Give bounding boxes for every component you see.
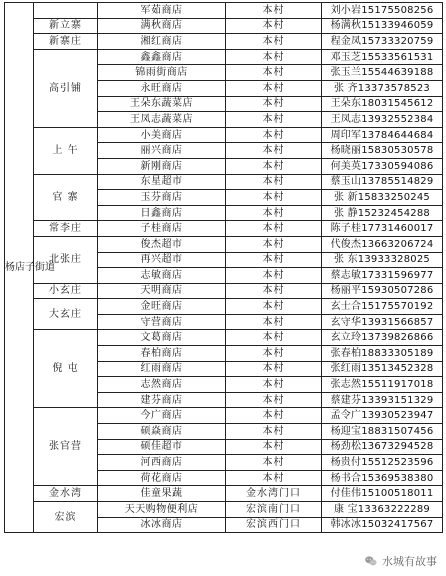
village-name: 新立寨: [34, 18, 98, 34]
contact-info: 蔡志敏17331596977: [322, 268, 443, 284]
contact-info: 康 宝13363222289: [322, 502, 443, 518]
table-row: [5, 221, 443, 237]
shop-address: 本村: [226, 158, 322, 174]
village-name: 常李庄: [34, 221, 98, 237]
contact-info: 张 齐13373578523: [322, 80, 443, 96]
shop-address: 本村: [226, 65, 322, 81]
village-name: 金水湾: [34, 486, 98, 502]
contact-info: 何美英17330594086: [322, 158, 443, 174]
shop-name: 志然商店: [98, 377, 226, 393]
shop-name: 志敏商店: [98, 268, 226, 284]
shop-address: 本村: [226, 236, 322, 252]
shop-name: 锦雨街商店: [98, 65, 226, 81]
shop-name: 建芬商店: [98, 392, 226, 408]
shop-name: 小美商店: [98, 127, 226, 143]
table-row: [5, 18, 443, 34]
shop-address: 本村: [226, 424, 322, 440]
shop-name: 鑫鑫商店: [98, 49, 226, 65]
shop-name: 丽兴商店: [98, 143, 226, 159]
shop-address: 本村: [226, 18, 322, 34]
shop-name: 日鑫商店: [98, 205, 226, 221]
village-name: 宏滨: [34, 502, 98, 533]
table-row: [5, 127, 443, 143]
shop-name: 河西商店: [98, 455, 226, 471]
contact-info: 张 东13933328025: [322, 252, 443, 268]
contact-info: 蔡玉山13785514829: [322, 174, 443, 190]
shop-address: 本村: [226, 330, 322, 346]
contact-info: 王朵东18031545612: [322, 96, 443, 112]
contact-info: 杨满秋15133946059: [322, 18, 443, 34]
village-name: 北张庄: [34, 236, 98, 283]
shop-name: 佳童果蔬: [98, 486, 226, 502]
contact-info: 邓玉芝15533561531: [322, 49, 443, 65]
village-name: 小玄庄: [34, 283, 98, 299]
contact-info: 韩冰冰15032417567: [322, 517, 443, 533]
contact-info: 玄立玲13739826866: [322, 330, 443, 346]
table-row: [5, 299, 443, 315]
shop-name: 俊杰超市: [98, 236, 226, 252]
shop-address: 本村: [226, 377, 322, 393]
shop-address: 本村: [226, 190, 322, 206]
shop-name: 守营商店: [98, 314, 226, 330]
table-row: [5, 49, 443, 65]
shop-address: 本村: [226, 455, 322, 471]
shop-name: 王凤志蔬菜店: [98, 112, 226, 128]
contact-info: 周印军13784644684: [322, 127, 443, 143]
village-name: 上 午: [34, 127, 98, 174]
contact-info: 张红雨13513452328: [322, 361, 443, 377]
shop-address: 本村: [226, 205, 322, 221]
contact-info: 付佳伟15100518011: [322, 486, 443, 502]
shop-name: 子桂商店: [98, 221, 226, 237]
shop-name: 硕佳超市: [98, 439, 226, 455]
shop-address: 本村: [226, 252, 322, 268]
contact-info: 杨迎宝18831507456: [322, 424, 443, 440]
contact-info: 陈子桂17731460017: [322, 221, 443, 237]
contact-info: 玄守华13931566857: [322, 314, 443, 330]
contact-info: 杨劲松13673294528: [322, 439, 443, 455]
shop-address: 金水湾门口: [226, 486, 322, 502]
shop-name: 永旺商店: [98, 80, 226, 96]
contact-info: 程金凤15733320759: [322, 34, 443, 50]
village-name: 大玄庄: [34, 299, 98, 330]
shop-name: 再兴超市: [98, 252, 226, 268]
shop-name: 新刚商店: [98, 158, 226, 174]
shop-address: 本村: [226, 314, 322, 330]
table-row: [5, 486, 443, 502]
shop-address: 本村: [226, 470, 322, 486]
shop-name: 今广商店: [98, 408, 226, 424]
shop-address: 本村: [226, 346, 322, 362]
village-name: 高引铺: [34, 49, 98, 127]
shop-directory-table: [4, 2, 443, 533]
table-row: [5, 236, 443, 252]
village-name: 官 寨: [34, 174, 98, 221]
shop-address: 本村: [226, 112, 322, 128]
shop-address: 本村: [226, 174, 322, 190]
contact-info: 蔡建芬13393151329: [322, 392, 443, 408]
shop-address: 本村: [226, 361, 322, 377]
shop-address: 本村: [226, 439, 322, 455]
street-name: 杨店子街道: [5, 3, 34, 533]
shop-address: 本村: [226, 3, 322, 19]
contact-info: 玄士合15175570192: [322, 299, 443, 315]
table-row: [5, 174, 443, 190]
contact-info: 张玉兰15544639188: [322, 65, 443, 81]
contact-info: 代俊杰13663206724: [322, 236, 443, 252]
shop-address: 本村: [226, 96, 322, 112]
shop-name: 满秋商店: [98, 18, 226, 34]
contact-info: 王凤志13932552384: [322, 112, 443, 128]
contact-info: 张 新15833250245: [322, 190, 443, 206]
shop-name: 天天购物便利店: [98, 502, 226, 518]
table-row: [5, 502, 443, 518]
shop-address: 本村: [226, 221, 322, 237]
table-row: [5, 34, 443, 50]
shop-address: 本村: [226, 34, 322, 50]
table-body: [5, 3, 443, 533]
shop-name: 王朵东蔬菜店: [98, 96, 226, 112]
shop-address: 本村: [226, 143, 322, 159]
shop-name: 天明商店: [98, 283, 226, 299]
village-name: 倪 屯: [34, 330, 98, 408]
contact-info: 杨晓丽15830530578: [322, 143, 443, 159]
shop-name: 冰冰商店: [98, 517, 226, 533]
watermark-text: 水城有故事: [382, 555, 437, 568]
table-row: [5, 283, 443, 299]
shop-name: 文葛商店: [98, 330, 226, 346]
table-row: [5, 330, 443, 346]
shop-address: 本村: [226, 392, 322, 408]
shop-name: 春柏商店: [98, 346, 226, 362]
shop-address: 宏滨南门口: [226, 502, 322, 518]
shop-address: 宏滨西门口: [226, 517, 322, 533]
contact-info: 张春柏18833305189: [322, 346, 443, 362]
shop-name: 湘红商店: [98, 34, 226, 50]
wechat-icon: [364, 554, 378, 568]
contact-info: 张志然15511917018: [322, 377, 443, 393]
shop-name: 硕焱商店: [98, 424, 226, 440]
contact-info: 孟令广13930523947: [322, 408, 443, 424]
shop-name: 红雨商店: [98, 361, 226, 377]
contact-info: 杨丽平15930507286: [322, 283, 443, 299]
shop-address: 本村: [226, 408, 322, 424]
watermark-badge: [361, 552, 440, 570]
shop-address: 本村: [226, 268, 322, 284]
shop-address: 本村: [226, 80, 322, 96]
contact-info: 张 静15232454288: [322, 205, 443, 221]
village-name: 张官营: [34, 408, 98, 486]
shop-name: 金旺商店: [98, 299, 226, 315]
contact-info: 杨书合15369538380: [322, 470, 443, 486]
table-row: [5, 408, 443, 424]
village-name: [34, 3, 98, 19]
village-name: 新寨庄: [34, 34, 98, 50]
shop-address: 本村: [226, 49, 322, 65]
contact-info: 杨贵付15512523596: [322, 455, 443, 471]
shop-name: 荷花商店: [98, 470, 226, 486]
contact-info: 刘小岩15175508256: [322, 3, 443, 19]
shop-address: 本村: [226, 283, 322, 299]
shop-name: 玉芬商店: [98, 190, 226, 206]
shop-name: 军茹商店: [98, 3, 226, 19]
table-row: [5, 3, 443, 19]
shop-address: 本村: [226, 127, 322, 143]
shop-address: 本村: [226, 299, 322, 315]
shop-name: 东星超市: [98, 174, 226, 190]
